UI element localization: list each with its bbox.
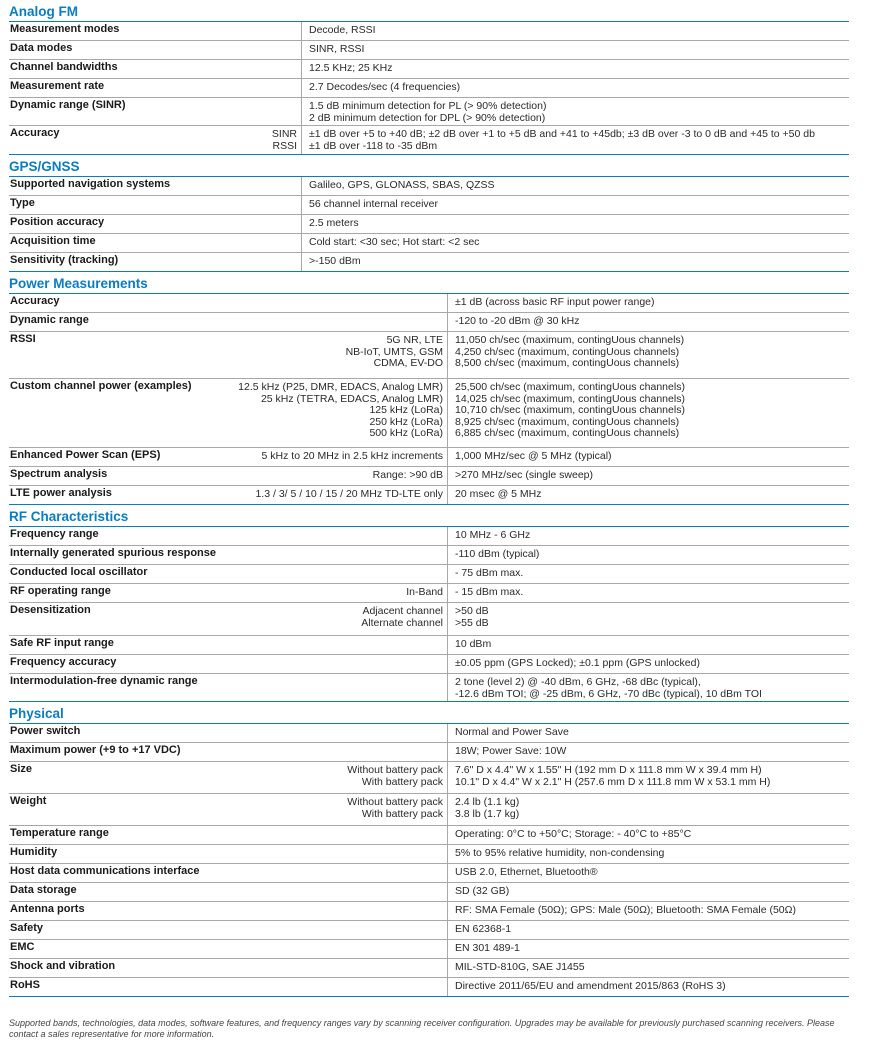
spec-label-cell: [9, 603, 447, 635]
spec-row: [9, 546, 849, 565]
spec-label-cell: [9, 234, 301, 252]
spec-row: [9, 126, 849, 155]
spec-row: [9, 636, 849, 655]
spec-name: Frequency accuracy: [10, 656, 117, 668]
spec-value: Cold start: <30 sec; Hot start: <2 sec: [301, 234, 849, 252]
spec-label-cell: [9, 486, 447, 504]
spec-row: [9, 978, 849, 997]
spec-name: Frequency range: [10, 528, 99, 540]
spec-row: [9, 313, 849, 332]
spec-label-cell: [9, 655, 447, 673]
spec-condition: 1.3 / 3/ 5 / 10 / 15 / 20 MHz TD-LTE only: [255, 488, 443, 500]
spec-condition: In-Band: [406, 586, 443, 598]
spec-value: 18W; Power Save: 10W: [447, 743, 849, 761]
spec-condition: Range: >90 dB: [372, 469, 443, 481]
spec-condition: 5G NR, LTE NB-IoT, UMTS, GSM CDMA, EV-DO: [345, 334, 443, 369]
spec-label-cell: [9, 902, 447, 920]
spec-name: RF operating range: [10, 585, 111, 597]
spec-value: 25,500 ch/sec (maximum, contingUous channels) 14,025 ch/sec (maximum, contingUous channels) 10,710 ch/sec (maximum, contingUous channels) 8,925 ch/sec (maximum, contingUous channels) 6,885 ch/sec (maximum, contingUous channels): [447, 379, 849, 447]
spec-row: [9, 332, 849, 379]
spec-row: [9, 486, 849, 505]
spec-name: Maximum power (+9 to +17 VDC): [10, 744, 181, 756]
spec-label-cell: [9, 332, 447, 378]
spec-value: 2.5 meters: [301, 215, 849, 233]
spec-name: Dynamic range: [10, 314, 89, 326]
spec-name: Power switch: [10, 725, 81, 737]
section-gps-gnss: [9, 155, 849, 272]
spec-row: [9, 674, 849, 702]
spec-value: 20 msec @ 5 MHz: [447, 486, 849, 504]
spec-condition: SINR RSSI: [271, 128, 297, 152]
spec-name: EMC: [10, 941, 35, 953]
spec-value: SD (32 GB): [447, 883, 849, 901]
spec-label-cell: [9, 22, 301, 40]
spec-value: ±1 dB over +5 to +40 dB; ±2 dB over +1 to +5 dB and +41 to +45db; ±3 dB over -3 to 0 dB and +45 to +50 db ±1 dB over -118 to -35 dBm: [301, 126, 849, 154]
spec-name: Acquisition time: [10, 235, 96, 247]
spec-name: Dynamic range (SINR): [10, 99, 126, 111]
section-rf-characteristics: [9, 505, 849, 702]
spec-row: [9, 448, 849, 467]
spec-name: Accuracy: [10, 127, 60, 139]
spec-row: [9, 60, 849, 79]
spec-value: 10 dBm: [447, 636, 849, 654]
spec-row: [9, 215, 849, 234]
spec-label-cell: [9, 864, 447, 882]
spec-value: Directive 2011/65/EU and amendment 2015/863 (RoHS 3): [447, 978, 849, 996]
footnote: Supported bands, technologies, data modes, software features, and frequency ranges vary by scanning receiver configuration. Upgrades may be available for previously purchased scanning receivers. Please contact a sales representative for more information.: [9, 1018, 835, 1039]
spec-value: SINR, RSSI: [301, 41, 849, 59]
spec-name: Spectrum analysis: [10, 468, 108, 480]
spec-label-cell: [9, 98, 301, 125]
spec-row: [9, 234, 849, 253]
spec-value: 11,050 ch/sec (maximum, contingUous channels) 4,250 ch/sec (maximum, contingUous channels) 8,500 ch/sec (maximum, contingUous channels): [447, 332, 849, 378]
spec-name: Supported navigation systems: [10, 178, 171, 190]
spec-row: [9, 864, 849, 883]
spec-label-cell: [9, 79, 301, 97]
spec-label-cell: [9, 921, 447, 939]
spec-name: Channel bandwidths: [10, 61, 118, 73]
spec-value: 2.7 Decodes/sec (4 frequencies): [301, 79, 849, 97]
spec-condition: Without battery pack With battery pack: [347, 764, 443, 788]
spec-value: - 15 dBm max.: [447, 584, 849, 602]
section-physical: [9, 702, 849, 997]
section-title: RF Characteristics: [9, 505, 849, 527]
spec-name: Internally generated spurious response: [10, 547, 217, 559]
spec-label-cell: [9, 565, 447, 583]
spec-label-cell: [9, 41, 301, 59]
spec-row: [9, 467, 849, 486]
spec-name: Type: [10, 197, 35, 209]
spec-condition: 12.5 kHz (P25, DMR, EDACS, Analog LMR) 25 kHz (TETRA, EDACS, Analog LMR) 125 kHz (LoRa) 250 kHz (LoRa) 500 kHz (LoRa): [238, 381, 443, 439]
spec-value: Operating: 0°C to +50°C; Storage: - 40°C to +85°C: [447, 826, 849, 844]
spec-name: Safe RF input range: [10, 637, 114, 649]
spec-row: [9, 762, 849, 794]
spec-label-cell: [9, 724, 447, 742]
spec-value: >-150 dBm: [301, 253, 849, 271]
spec-row: [9, 655, 849, 674]
spec-row: [9, 177, 849, 196]
spec-value: RF: SMA Female (50Ω); GPS: Male (50Ω); Bluetooth: SMA Female (50Ω): [447, 902, 849, 920]
spec-label-cell: [9, 826, 447, 844]
spec-value: 1.5 dB minimum detection for PL (> 90% detection) 2 dB minimum detection for DPL (> 90% detection): [301, 98, 849, 125]
spec-row: [9, 845, 849, 864]
spec-label-cell: [9, 527, 447, 545]
spec-label-cell: [9, 845, 447, 863]
spec-condition: Without battery pack With battery pack: [347, 796, 443, 820]
spec-row: [9, 743, 849, 762]
spec-name: Safety: [10, 922, 44, 934]
spec-label-cell: [9, 60, 301, 78]
spec-label-cell: [9, 294, 447, 312]
spec-value: -120 to -20 dBm @ 30 kHz: [447, 313, 849, 331]
spec-row: [9, 883, 849, 902]
spec-name: Accuracy: [10, 295, 60, 307]
spec-value: 2.4 lb (1.1 kg) 3.8 lb (1.7 kg): [447, 794, 849, 825]
spec-value: 2 tone (level 2) @ -40 dBm, 6 GHz, -68 dBc (typical), -12.6 dBm TOI; @ -25 dBm, 6 GHz, -70 dBc (typical), 10 dBm TOI: [447, 674, 849, 701]
spec-value: >50 dB >55 dB: [447, 603, 849, 635]
spec-value: 12.5 KHz; 25 KHz: [301, 60, 849, 78]
spec-value: Decode, RSSI: [301, 22, 849, 40]
spec-label-cell: [9, 313, 447, 331]
spec-name: Host data communications interface: [10, 865, 200, 877]
spec-label-cell: [9, 379, 447, 447]
spec-value: 7.6" D x 4.4" W x 1.55" H (192 mm D x 111.8 mm W x 39.4 mm H) 10.1" D x 4.4" W x 2.1" H (257.6 mm D x 111.8 mm W x 53.1 mm H): [447, 762, 849, 793]
spec-row: [9, 41, 849, 60]
spec-row: [9, 902, 849, 921]
spec-label-cell: [9, 959, 447, 977]
spec-row: [9, 294, 849, 313]
spec-row: [9, 940, 849, 959]
spec-name: Custom channel power (examples): [10, 380, 192, 392]
spec-condition: Adjacent channel Alternate channel: [361, 605, 443, 629]
spec-name: LTE power analysis: [10, 487, 112, 499]
spec-row: [9, 794, 849, 826]
spec-row: [9, 79, 849, 98]
spec-value: ±1 dB (across basic RF input power range): [447, 294, 849, 312]
spec-value: ±0.05 ppm (GPS Locked); ±0.1 ppm (GPS unlocked): [447, 655, 849, 673]
spec-label-cell: [9, 584, 447, 602]
spec-label-cell: [9, 883, 447, 901]
spec-value: EN 62368-1: [447, 921, 849, 939]
spec-name: RSSI: [10, 333, 36, 345]
spec-name: Data modes: [10, 42, 73, 54]
spec-row: [9, 959, 849, 978]
spec-name: Desensitization: [10, 604, 91, 616]
section-analog-fm: [9, 0, 849, 155]
section-power-measurements: [9, 272, 849, 505]
spec-row: [9, 527, 849, 546]
spec-label-cell: [9, 674, 447, 701]
spec-label-cell: [9, 794, 447, 825]
spec-name: Antenna ports: [10, 903, 85, 915]
spec-condition: 5 kHz to 20 MHz in 2.5 kHz increments: [261, 450, 443, 462]
spec-value: USB 2.0, Ethernet, Bluetooth®: [447, 864, 849, 882]
spec-label-cell: [9, 743, 447, 761]
spec-name: Size: [10, 763, 33, 775]
spec-row: [9, 22, 849, 41]
spec-name: Temperature range: [10, 827, 109, 839]
spec-value: 1,000 MHz/sec @ 5 MHz (typical): [447, 448, 849, 466]
section-title: Power Measurements: [9, 272, 849, 294]
spec-value: - 75 dBm max.: [447, 565, 849, 583]
spec-label-cell: [9, 196, 301, 214]
spec-name: Enhanced Power Scan (EPS): [10, 449, 161, 461]
spec-row: [9, 253, 849, 272]
spec-name: Conducted local oscillator: [10, 566, 148, 578]
spec-name: Position accuracy: [10, 216, 105, 228]
spec-name: RoHS: [10, 979, 40, 991]
spec-label-cell: [9, 762, 447, 793]
spec-label-cell: [9, 636, 447, 654]
spec-label-cell: [9, 253, 301, 271]
spec-row: [9, 921, 849, 940]
spec-row: [9, 603, 849, 636]
spec-name: Measurement modes: [10, 23, 120, 35]
spec-name: Humidity: [10, 846, 58, 858]
spec-row: [9, 196, 849, 215]
spec-value: Normal and Power Save: [447, 724, 849, 742]
spec-label-cell: [9, 467, 447, 485]
spec-value: -110 dBm (typical): [447, 546, 849, 564]
spec-value: 56 channel internal receiver: [301, 196, 849, 214]
spec-row: [9, 98, 849, 126]
spec-value: 10 MHz - 6 GHz: [447, 527, 849, 545]
spec-row: [9, 826, 849, 845]
spec-label-cell: [9, 448, 447, 466]
spec-name: Intermodulation-free dynamic range: [10, 675, 198, 687]
spec-label-cell: [9, 126, 301, 154]
spec-name: Sensitivity (tracking): [10, 254, 119, 266]
spec-label-cell: [9, 940, 447, 958]
spec-value: Galileo, GPS, GLONASS, SBAS, QZSS: [301, 177, 849, 195]
spec-label-cell: [9, 177, 301, 195]
spec-label-cell: [9, 546, 447, 564]
spec-value: MIL-STD-810G, SAE J1455: [447, 959, 849, 977]
section-title: Analog FM: [9, 0, 849, 22]
section-title: GPS/GNSS: [9, 155, 849, 177]
spec-name: Shock and vibration: [10, 960, 116, 972]
spec-value: 5% to 95% relative humidity, non-condensing: [447, 845, 849, 863]
spec-label-cell: [9, 215, 301, 233]
spec-sheet: [9, 0, 849, 997]
spec-name: Weight: [10, 795, 47, 807]
spec-row: [9, 565, 849, 584]
spec-name: Measurement rate: [10, 80, 105, 92]
spec-row: [9, 584, 849, 603]
spec-row: [9, 379, 849, 448]
spec-label-cell: [9, 978, 447, 996]
section-title: Physical: [9, 702, 849, 724]
spec-row: [9, 724, 849, 743]
spec-value: >270 MHz/sec (single sweep): [447, 467, 849, 485]
spec-value: EN 301 489-1: [447, 940, 849, 958]
spec-name: Data storage: [10, 884, 77, 896]
